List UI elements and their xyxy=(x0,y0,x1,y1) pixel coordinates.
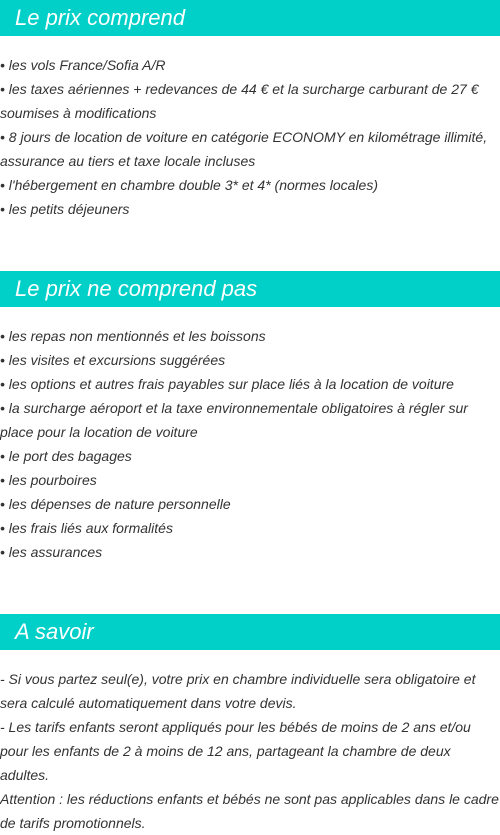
paragraph: - Les tarifs enfants seront appliqués pour les bébés de moins de 2 ans et/ou pour les enfants de 2 à moins de 12 ans, partageant la chambre de deux adultes. xyxy=(0,719,471,783)
list-item: • 8 jours de location de voiture en catégorie ECONOMY en kilométrage illimité, assurance au tiers et taxe locale incluses xyxy=(0,129,488,169)
list-item: • les assurances xyxy=(0,544,103,560)
paragraph: Attention : les réductions enfants et bébés ne sont pas applicables dans le cadre de tarifs promotionnels. xyxy=(0,791,499,831)
section-body-not-included xyxy=(0,324,500,564)
list-item: • les pourboires xyxy=(0,472,97,488)
section-header-good-to-know: A savoir xyxy=(0,614,500,650)
list-item: • les repas non mentionnés et les boissons xyxy=(0,328,266,344)
list-item: • l'hébergement en chambre double 3* et 4* (normes locales) xyxy=(0,177,379,193)
section-body-good-to-know xyxy=(0,667,500,835)
section-header-not-included: Le prix ne comprend pas xyxy=(0,271,500,307)
list-item: • le port des bagages xyxy=(0,448,132,464)
section-body-included xyxy=(0,53,500,221)
list-item: • la surcharge aéroport et la taxe environnementale obligatoires à régler sur place pour la location de voiture xyxy=(0,400,468,440)
section-header-included: Le prix comprend xyxy=(0,0,500,36)
paragraph: - Si vous partez seul(e), votre prix en chambre individuelle sera obligatoire et sera calculé automatiquement dans votre devis. xyxy=(0,671,476,711)
list-item: • les dépenses de nature personnelle xyxy=(0,496,231,512)
list-item: • les taxes aériennes + redevances de 44 € et la surcharge carburant de 27 € soumises à modifications xyxy=(0,81,479,121)
list-item: • les petits déjeuners xyxy=(0,201,130,217)
list-item: • les options et autres frais payables sur place liés à la location de voiture xyxy=(0,376,454,392)
list-item: • les frais liés aux formalités xyxy=(0,520,173,536)
list-item: • les vols France/Sofia A/R xyxy=(0,57,166,73)
list-item: • les visites et excursions suggérées xyxy=(0,352,226,368)
